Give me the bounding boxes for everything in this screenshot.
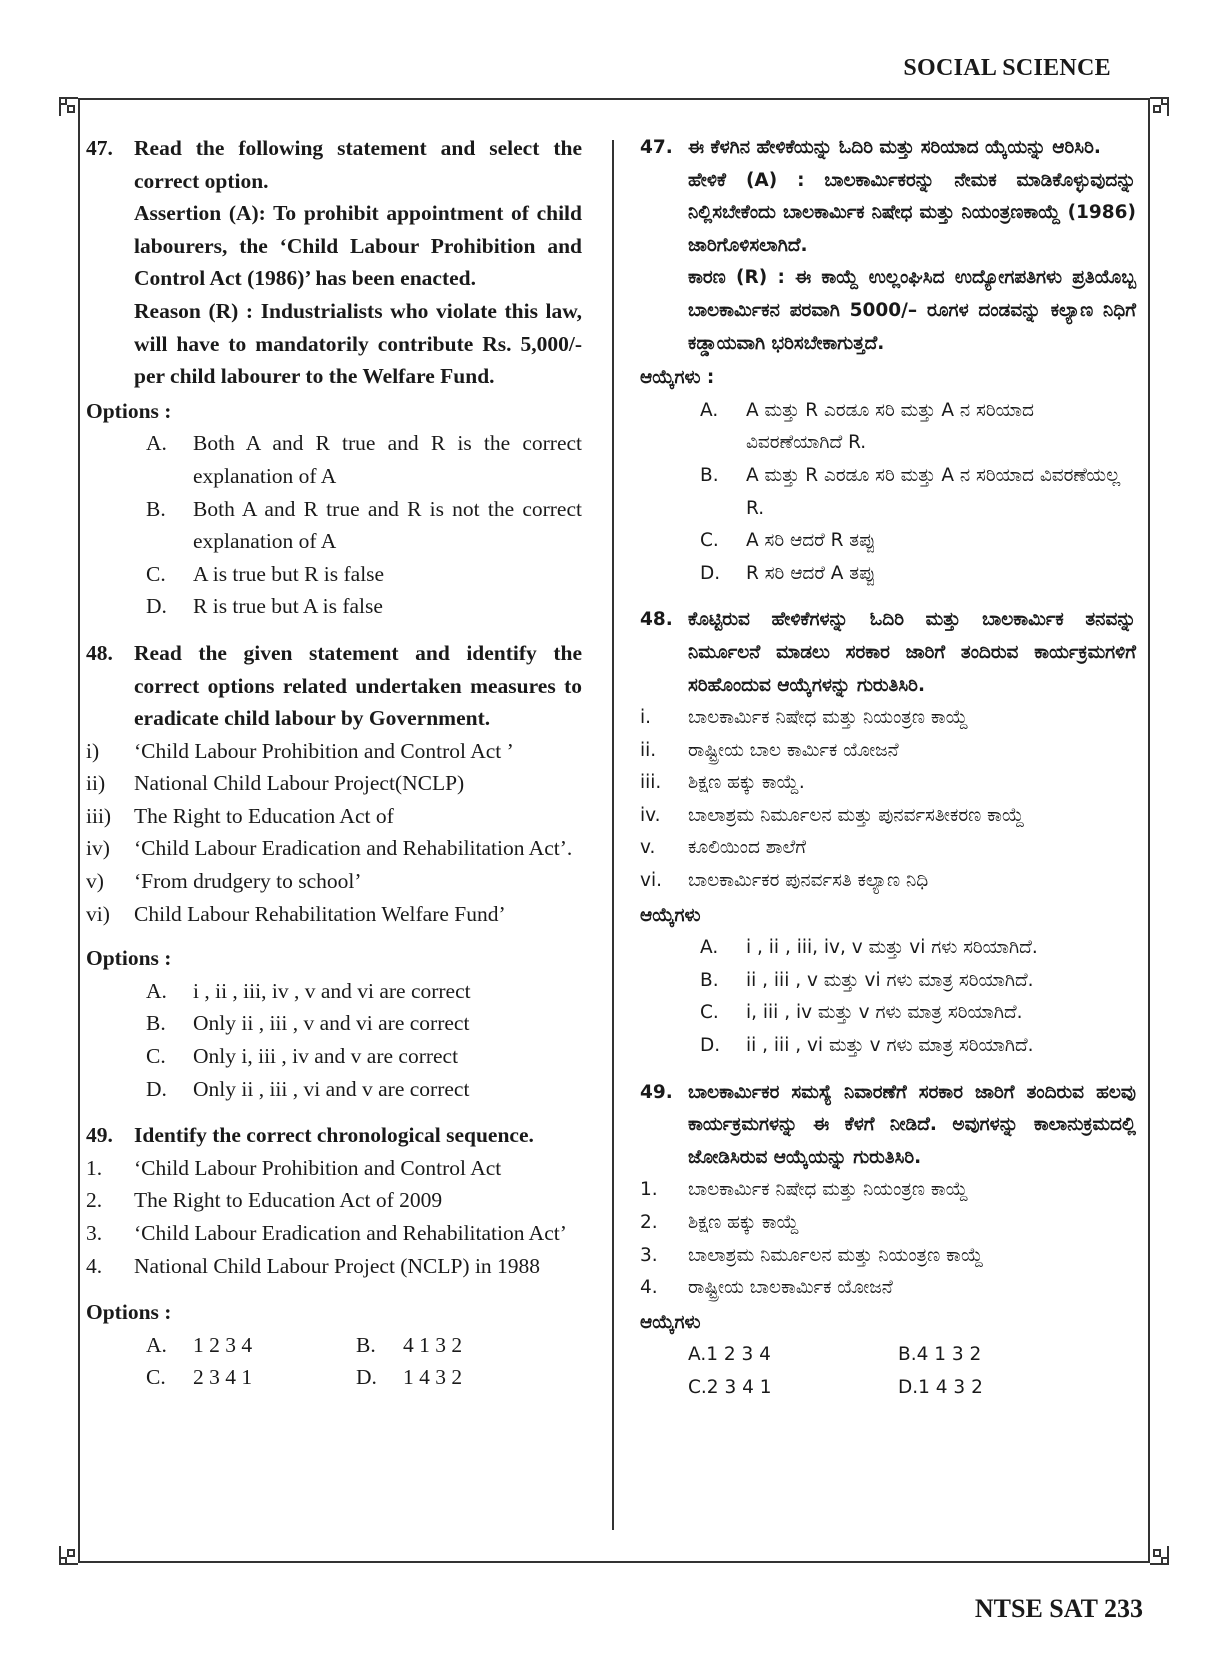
list-item: i) ‘Child Labour Prohibition and Control Act ’	[86, 738, 514, 763]
option-c: C. 2 3 4 1	[146, 1365, 253, 1390]
options-grid	[688, 1339, 1136, 1404]
question-number: 47.	[86, 136, 113, 160]
list-item: iv. ಬಾಲಾಶ್ರಮ ನಿರ್ಮೂಲನ ಮತ್ತು ಪುನರ್ವಸತೀಕರಣ ಕಾಯ್ದೆ	[640, 804, 1025, 826]
options-list	[700, 932, 1136, 1062]
option-d: D.1 4 3 2	[898, 1376, 983, 1398]
options-label: ಆಯ್ಕೆಗಳು	[640, 904, 701, 926]
option-b: B. Only ii , iii , v and vi are correct	[146, 1011, 470, 1036]
question-stem: ಈ ಕೆಳಗಿನ ಹೇಳಿಕೆಯನ್ನು ಓದಿರಿ ಮತ್ತು ಸರಿಯಾದ ಯ್ಕೆಯನ್ನು ಆರಿಸಿರಿ.	[688, 137, 1101, 158]
options-list	[146, 427, 582, 623]
list-item: 1. ‘Child Labour Prohibition and Control Act	[86, 1155, 502, 1180]
list-item: ii) National Child Labour Project(NCLP)	[86, 771, 465, 796]
question-number: 48.	[86, 640, 113, 665]
sequence-list	[640, 1174, 1136, 1304]
page-header-subject: SOCIAL SCIENCE	[903, 55, 1111, 81]
question-number: 48.	[640, 609, 673, 631]
options-label: Options :	[86, 398, 172, 423]
option-b: B. A ಮತ್ತು R ಎರಡೂ ಸರಿ ಮತ್ತು A ನ ಸರಿಯಾದ ವಿವರಣೆಯಲ್ಲ R.	[700, 464, 1121, 519]
option-b: B. 4 1 3 2	[356, 1332, 463, 1357]
list-item: v) ‘From drudgery to school’	[86, 869, 362, 894]
corner-ornament-bottom-right	[1144, 1540, 1172, 1568]
list-item: iii) The Right to Education Act of	[86, 803, 394, 828]
corner-ornament-top-right	[1144, 94, 1172, 122]
option-a: A. i , ii , iii, iv, v ಮತ್ತು vi ಗಳು ಸರಿಯಾಗಿದೆ.	[700, 937, 1038, 959]
list-item: i. ಬಾಲಕಾರ್ಮಿಕ ನಿಷೇಧ ಮತ್ತು ನಿಯಂತ್ರಣ ಕಾಯ್ದೆ	[640, 707, 968, 729]
list-item: 3. ಬಾಲಾಶ್ರಮ ನಿರ್ಮೂಲನ ಮತ್ತು ನಿಯಂತ್ರಣ ಕಾಯ್ದೆ	[640, 1244, 984, 1266]
question-47	[86, 132, 582, 393]
option-d: D. Only ii , iii , vi and v are correct	[146, 1076, 470, 1101]
reason-text: Reason (R) : Industrialists who violate this law, will have to mandatorily contribute Rs. 5,000/- per child labourer to the Welfare Fund.	[134, 298, 582, 389]
question-stem: Read the following statement and select the correct option.	[134, 136, 582, 193]
kannada-column	[640, 132, 1136, 1405]
option-a: A. 1 2 3 4	[146, 1332, 253, 1357]
list-item: 2. The Right to Education Act of 2009	[86, 1188, 443, 1213]
options-label: ಆಯ್ಕೆಗಳು :	[640, 367, 715, 389]
list-item: 4. ರಾಷ್ಟ್ರೀಯ ಬಾಲಕಾರ್ಮಿಕ ಯೋಜನೆ	[640, 1277, 893, 1299]
english-column	[86, 132, 582, 1394]
option-c: C. i, iii , iv ಮತ್ತು v ಗಳು ಮಾತ್ರ ಸರಿಯಾಗಿದೆ.	[700, 1002, 1023, 1024]
list-item: ii. ರಾಷ್ಟ್ರೀಯ ಬಾಲ ಕಾರ್ಮಿಕ ಯೋಜನೆ	[640, 739, 899, 761]
option-c: C.2 3 4 1	[688, 1376, 772, 1398]
options-label: Options :	[86, 1300, 172, 1325]
assertion-text: Assertion (A): To prohibit appointment of child labourers, the ‘Child Labour Prohibition and Control Act (1986)’ has been enacted.	[134, 201, 582, 291]
assertion-text: ಹೇಳಿಕೆ (A) : ಬಾಲಕಾರ್ಮಿಕರನ್ನು ನೇಮಕ ಮಾಡಿಕೊಳ್ಳುವುದನ್ನು ನಿಲ್ಲಿಸಬೇಕೆಂದು ಬಾಲಕಾರ್ಮಿಕ ನಿಷೇಧ ಮತ್ತು ನಿಯಂತ್ರಣಕಾಯ್ದೆ (1986) ಜಾರಿಗೊಳಿಸಲಾಗಿದೆ.	[688, 169, 1136, 256]
question-number: 49.	[86, 1123, 113, 1148]
corner-ornament-top-left	[56, 94, 84, 122]
option-c: C. Only i, iii , iv and v are correct	[146, 1044, 459, 1069]
question-stem: Read the given statement and identify the correct options related undertaken measures to eradicate child labour by Government.	[134, 640, 582, 731]
sequence-list	[86, 1152, 582, 1282]
options-label: Options :	[86, 946, 172, 971]
list-item: vi) Child Labour Rehabilitation Welfare Fund’	[86, 901, 506, 926]
options-list	[700, 395, 1136, 591]
column-divider	[612, 140, 614, 1530]
question-stem: Identify the correct chronological sequence.	[134, 1123, 534, 1148]
option-a: A. i , ii , iii, iv , v and vi are correct	[146, 978, 471, 1003]
page-footer-label: NTSE SAT 233	[974, 1594, 1143, 1623]
options-label: ಆಯ್ಕೆಗಳು	[640, 1311, 701, 1333]
option-b: B. ii , iii , v ಮತ್ತು vi ಗಳು ಮಾತ್ರ ಸರಿಯಾಗಿದೆ.	[700, 969, 1034, 991]
option-b: B. Both A and R true and R is not the correct explanation of A	[146, 496, 582, 554]
option-b: B.4 1 3 2	[898, 1344, 982, 1366]
option-d: D. R ಸರಿ ಆದರೆ A ತಪ್ಪು	[700, 562, 876, 584]
list-item: 2. ಶಿಕ್ಷಣ ಹಕ್ಕು ಕಾಯ್ದೆ	[640, 1212, 799, 1233]
statement-list	[86, 735, 582, 931]
option-d: D. 1 4 3 2	[356, 1365, 463, 1390]
question-number: 47.	[640, 137, 673, 158]
question-stem: ಬಾಲಕಾರ್ಮಿಕರ ಸಮಸ್ಯೆ ನಿವಾರಣೆಗೆ ಸರಕಾರ ಜಾರಿಗೆ ತಂದಿರುವ ಹಲವು ಕಾರ್ಯಕ್ರಮಗಳನ್ನು ಈ ಕೆಳಗೆ ನೀಡಿದೆ. ಅವುಗಳನ್ನು ಕಾಲಾನುಕ್ರಮದಲ್ಲಿ ಜೋಡಿಸಿರುವ ಆಯ್ಕೆಯನ್ನು ಗುರುತಿಸಿರಿ.	[688, 1081, 1136, 1168]
list-item: v. ಕೂಲಿಯಿಂದ ಶಾಲೆಗೆ	[640, 837, 806, 859]
question-48	[86, 637, 582, 735]
reason-text: ಕಾರಣ (R) : ಈ ಕಾಯ್ದೆ ಉಲ್ಲಂಘಿಸಿದ ಉದ್ಯೋಗಪತಿಗಳು ಪ್ರತಿಯೊಬ್ಬ ಬಾಲಕಾರ್ಮಿಕನ ಪರವಾಗಿ 5000/– ರೂಗಳ ದಂಡವನ್ನು ಕಲ್ಯಾಣ ನಿಧಿಗೆ ಕಡ್ಡಾಯವಾಗಿ ಭರಿಸಬೇಕಾಗುತ್ತದೆ.	[688, 267, 1136, 354]
list-item: vi. ಬಾಲಕಾರ್ಮಿಕರ ಪುನರ್ವಸತಿ ಕಲ್ಯಾಣ ನಿಧಿ	[640, 870, 929, 892]
statement-list	[640, 702, 1136, 898]
question-47-kannada	[640, 132, 1136, 360]
option-d: D. ii , iii , vi ಮತ್ತು v ಗಳು ಮಾತ್ರ ಸರಿಯಾಗಿದೆ.	[700, 1035, 1034, 1057]
list-item: 4. National Child Labour Project (NCLP) in 1988	[86, 1253, 541, 1278]
option-a: A. Both A and R true and R is the correct explanation of A	[146, 431, 582, 488]
list-item: 3. ‘Child Labour Eradication and Rehabilitation Act’	[86, 1221, 567, 1245]
question-48-kannada	[640, 604, 1136, 702]
question-stem: ಕೊಟ್ಟಿರುವ ಹೇಳಿಕೆಗಳನ್ನು ಓದಿರಿ ಮತ್ತು ಬಾಲಕಾರ್ಮಿಕ ತನವನ್ನು ನಿರ್ಮೂಲನೆ ಮಾಡಲು ಸರಕಾರ ಜಾರಿಗೆ ತಂದಿರುವ ಕಾರ್ಯಕ್ರಮಗಳಿಗೆ ಸರಿಹೊಂದುವ ಆಯ್ಕೆಗಳನ್ನು ಗುರುತಿಸಿರಿ.	[688, 609, 1136, 696]
question-49-kannada	[640, 1077, 1136, 1175]
corner-ornament-bottom-left	[56, 1540, 84, 1568]
question-number: 49.	[640, 1081, 673, 1103]
option-a: A. A ಮತ್ತು R ಎರಡೂ ಸರಿ ಮತ್ತು A ನ ಸರಿಯಾದ ವಿವರಣೆಯಾಗಿದೆ R.	[700, 399, 1034, 454]
list-item: iv) ‘Child Labour Eradication and Rehabilitation Act’.	[86, 836, 573, 861]
option-d: D. R is true but A is false	[146, 594, 383, 619]
option-a: A.1 2 3 4	[688, 1344, 771, 1366]
question-49	[86, 1119, 582, 1152]
list-item: 1. ಬಾಲಕಾರ್ಮಿಕ ನಿಷೇಧ ಮತ್ತು ನಿಯಂತ್ರಣ ಕಾಯ್ದೆ	[640, 1179, 968, 1201]
options-grid	[146, 1329, 582, 1394]
list-item: iii. ಶಿಕ್ಷಣ ಹಕ್ಕು ಕಾಯ್ದೆ.	[640, 772, 805, 794]
option-c: C. A is true but R is false	[146, 561, 385, 586]
options-list	[146, 975, 582, 1105]
option-c: C. A ಸರಿ ಆದರೆ R ತಪ್ಪು	[700, 530, 876, 552]
